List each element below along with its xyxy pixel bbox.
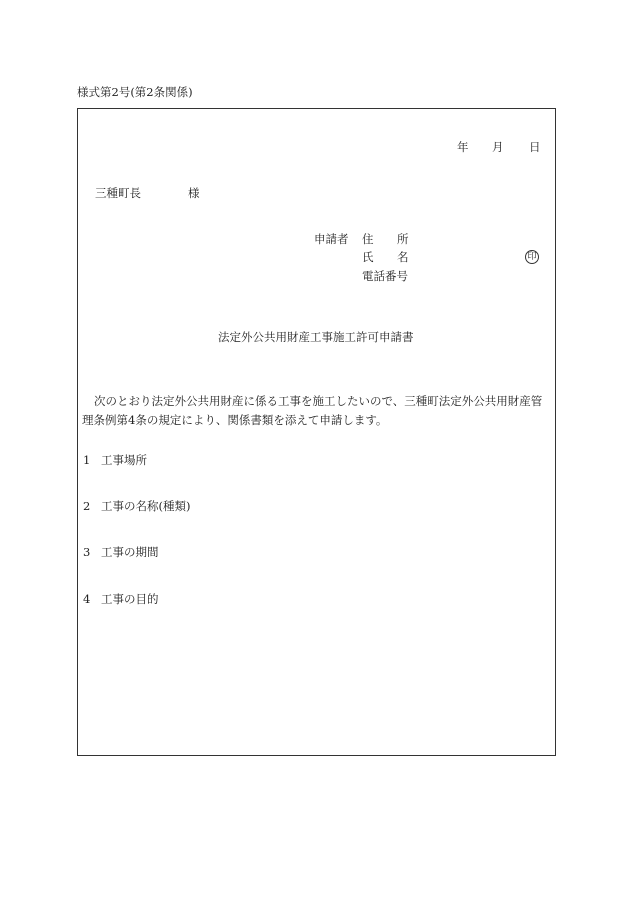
item-label: 工事場所 [101, 453, 147, 467]
address-label-part1: 住 [362, 232, 374, 246]
date-year-label: 年 [457, 140, 469, 154]
phone-label: 電話番号 [362, 269, 408, 283]
name-label-part2: 名 [397, 250, 409, 264]
form-frame [77, 108, 556, 756]
list-item-work-period [83, 547, 159, 559]
list-item-work-location [83, 455, 147, 467]
applicant-label: 申請者 [314, 232, 349, 246]
document-title: 法定外公共用財産工事施工許可申請書 [218, 330, 414, 344]
body-paragraph: 次のとおり法定外公共用財産に係る工事を施工したいので、三種町法定外公共用財産管理条例第4条の規定により、関係書類を添えて申請します。 [82, 394, 543, 427]
address-label-part2: 所 [397, 232, 409, 246]
date-day-label: 日 [529, 140, 541, 154]
name-label-part1: 氏 [362, 250, 374, 264]
item-number: 3 [83, 545, 91, 559]
form-number-label: 様式第2号(第2条関係) [77, 85, 193, 99]
list-item-work-purpose [83, 594, 159, 606]
date-month-label: 月 [492, 140, 504, 154]
item-label: 工事の名称(種類) [101, 499, 191, 513]
list-item-work-name [83, 501, 190, 513]
item-label: 工事の目的 [101, 592, 159, 606]
item-number: 1 [83, 453, 91, 467]
item-label: 工事の期間 [101, 545, 159, 559]
recipient-name: 三種町長 [95, 186, 141, 200]
item-number: 2 [83, 499, 91, 513]
seal-mark-icon: 印 [525, 250, 539, 264]
item-number: 4 [83, 592, 91, 606]
recipient-honorific: 様 [188, 186, 200, 200]
